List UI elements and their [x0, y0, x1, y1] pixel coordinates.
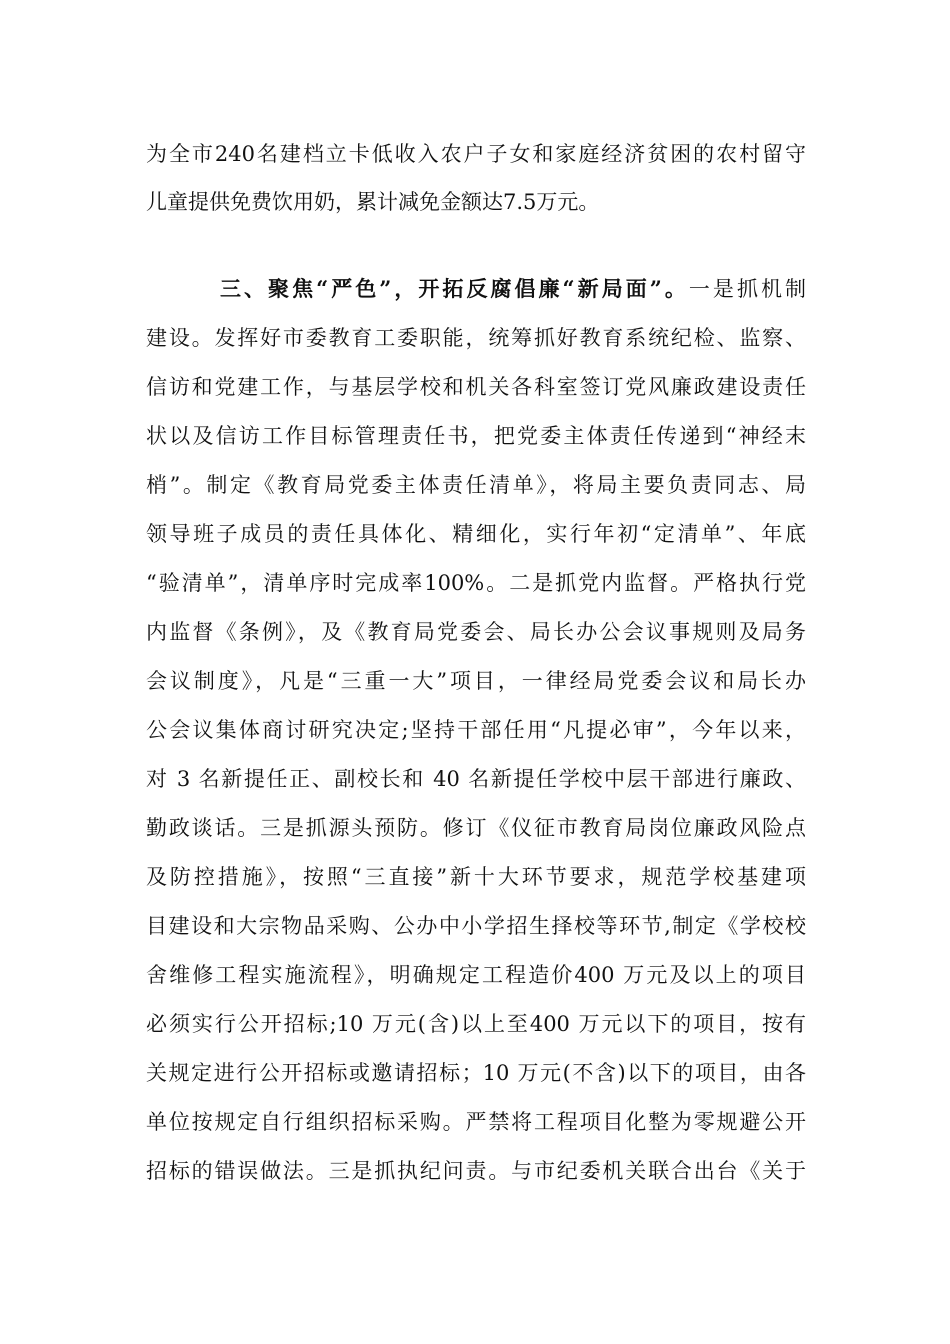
paragraph-2-line: 勤政谈话。三是抓源头预防。修订《仪征市教育局岗位廉政风险点 [146, 816, 806, 840]
section-first-line-text: 一是抓机制 [688, 277, 806, 301]
paragraph-2-line: 建设。发挥好市委教育工委职能，统筹抓好教育系统纪检、监察、 [146, 326, 806, 350]
paragraph-2-line: 单位按规定自行组织招标采购。严禁将工程项目化整为零规避公开 [146, 1110, 806, 1134]
paragraph-2-line: 对 3 名新提任正、副校长和 40 名新提任学校中层干部进行廉政、 [146, 767, 806, 791]
paragraph-2-line: 必须实行公开招标;10 万元(含)以上至400 万元以下的项目，按有 [146, 1012, 806, 1036]
section-heading: 三、聚焦“严色”，开拓反腐倡廉“新局面”。 [220, 276, 689, 301]
paragraph-2-line: 梢”。制定《教育局党委主体责任清单》，将局主要负责同志、局 [146, 473, 806, 497]
paragraph-2-line: 及防控措施》，按照“三直接”新十大环节要求，规范学校基建项 [146, 865, 806, 889]
paragraph-2-line: “验清单”，清单序时完成率100%。二是抓党内监督。严格执行党 [146, 571, 806, 595]
paragraph-2-line: 会议制度》，凡是“三重一大”项目，一律经局党委会议和局长办 [146, 669, 806, 693]
paragraph-2-line: 招标的错误做法。三是抓执纪问责。与市纪委机关联合出台《关于 [146, 1159, 806, 1183]
paragraph-2-line: 关规定进行公开招标或邀请招标；10 万元(不含)以下的项目，由各 [146, 1061, 806, 1085]
paragraph-1-line-2: 儿童提供免费饮用奶，累计减免金额达7.5万元。 [146, 190, 600, 214]
paragraph-2-line: 目建设和大宗物品采购、公办中小学招生择校等环节,制定《学校校 [146, 914, 806, 938]
paragraph-2-line: 内监督《条例》，及《教育局党委会、局长办公会议事规则及局务 [146, 620, 806, 644]
paragraph-2-line: 状以及信访工作目标管理责任书，把党委主体责任传递到“神经末 [146, 424, 806, 448]
paragraph-2-line: 舍维修工程实施流程》，明确规定工程造价400 万元及以上的项目 [146, 963, 806, 987]
paragraph-2-line: 领导班子成员的责任具体化、精细化，实行年初“定清单”、年底 [146, 522, 806, 546]
paragraph-2-line: 信访和党建工作，与基层学校和机关各科室签订党风廉政建设责任 [146, 375, 806, 399]
paragraph-1-line-1: 为全市240名建档立卡低收入农户子女和家庭经济贫困的农村留守 [146, 142, 806, 166]
paragraph-2-line-1 [220, 273, 806, 305]
paragraph-2-line: 公会议集体商讨研究决定;坚持干部任用“凡提必审”，今年以来， [146, 718, 806, 742]
